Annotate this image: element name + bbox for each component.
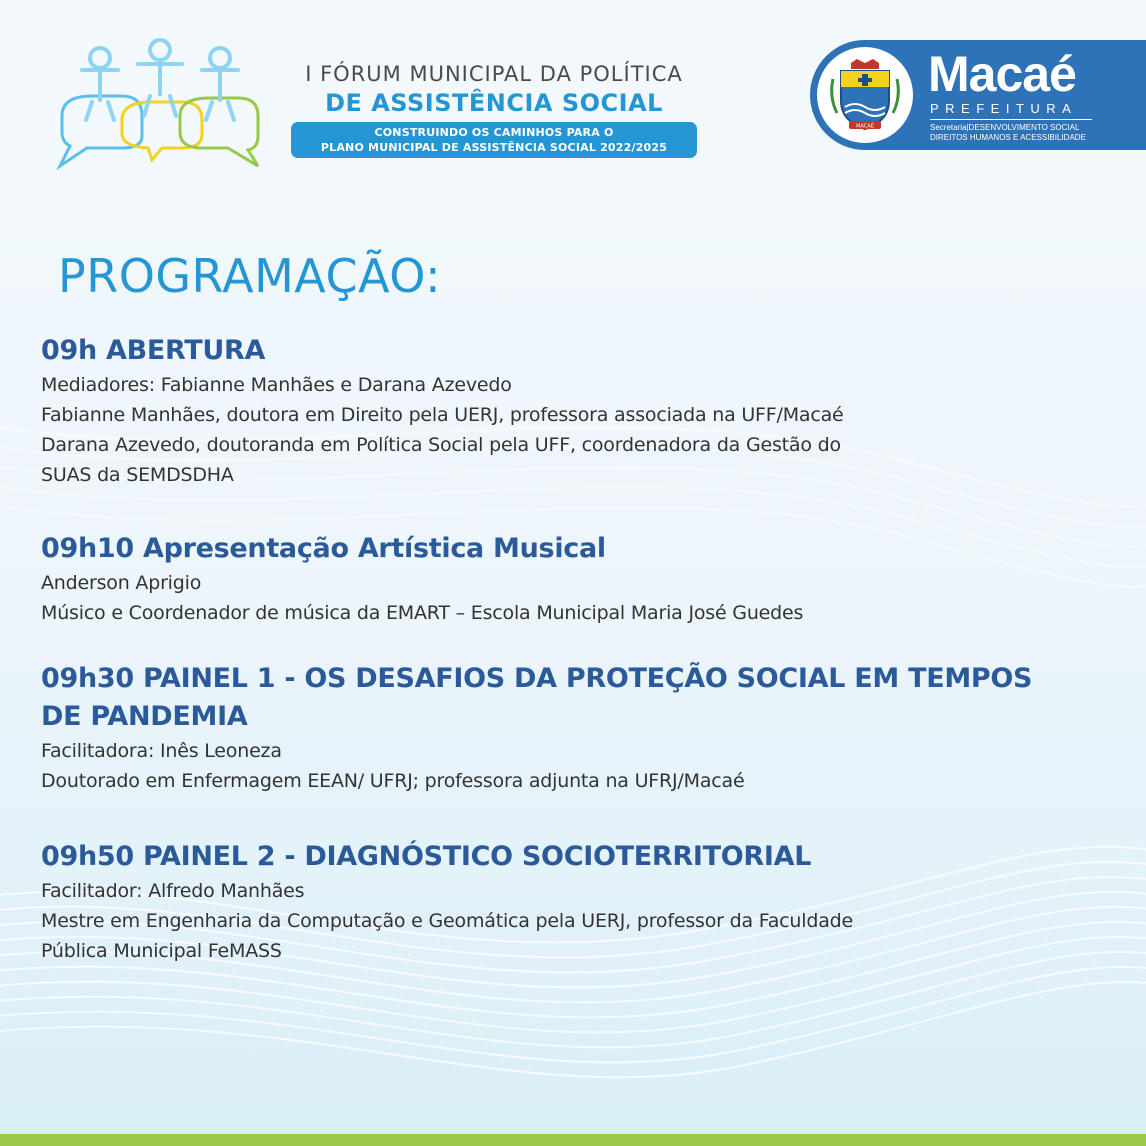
schedule-item-line [41,906,1105,966]
schedule-item-heading-continued: DE PANDEMIA [41,701,248,732]
schedule-item-line-part: Pública Municipal FeMASS [41,940,282,962]
schedule-item-line: Fabianne Manhães, doutora em Direito pela UERJ, professora associada na UFF/Macaé [41,404,844,426]
forum-title-line2: DE ASSISTÊNCIA SOCIAL [325,89,663,117]
city-name: Macaé [928,46,1076,102]
schedule-item-line: SUAS da SEMDSDHA [41,464,234,486]
seal-ring [814,44,916,146]
schedule-item-heading: 09h10 Apresentação Artística Musical [41,533,606,564]
seal-text: MACAÉ [856,123,874,130]
schedule-item-line: Mediadores: Fabianne Manhães e Darana Azevedo [41,374,512,396]
schedule-item-line: Anderson Aprigio [41,572,202,594]
forum-title-block [284,60,704,158]
city-hall-badge [810,40,1146,150]
schedule-item-line: Facilitador: Alfredo Manhães [41,880,305,902]
schedule-item-line-part: Mestre em Engenharia da Computação e Geomática pela UERJ, professor da Faculdade [41,910,853,932]
city-divider [930,119,1092,120]
forum-title-line1: I FÓRUM MUNICIPAL DA POLÍTICA [305,62,683,86]
schedule-item-heading: 09h30 PAINEL 1 - OS DESAFIOS DA PROTEÇÃO SOCIAL EM TEMPOS [41,663,1033,694]
schedule-item [41,838,1105,966]
schedule-item-heading: 09h50 PAINEL 2 - DIAGNÓSTICO SOCIOTERRITORIAL [41,841,812,872]
city-coat-of-arms-icon [827,57,903,133]
schedule-item-line: Facilitadora: Inês Leoneza [41,740,282,762]
department-line1: DESENVOLVIMENTO SOCIAL [968,123,1080,132]
forum-subtitle-pill [291,122,697,158]
bottom-accent-bar [0,1134,1146,1146]
city-subtitle: PREFEITURA [930,101,1078,116]
program-title: PROGRAMAÇÃO: [58,249,442,303]
schedule-item-heading: 09h ABERTURA [41,335,266,366]
forum-subtitle-line1: CONSTRUINDO OS CAMINHOS PARA O [374,126,614,139]
schedule-item-line: Darana Azevedo, doutoranda em Política Social pela UFF, coordenadora da Gestão do [41,434,841,456]
people-speech-bubbles-icon [52,36,264,170]
schedule-item [41,332,1105,490]
schedule-item-line: Músico e Coordenador de música da EMART – Escola Municipal Maria José Guedes [41,602,804,624]
schedule-item-line: Doutorado em Enfermagem EEAN/ UFRJ; professora adjunta na UFRJ/Macaé [41,770,745,792]
schedule-item [41,530,1105,628]
forum-subtitle-line2: PLANO MUNICIPAL DE ASSISTÊNCIA SOCIAL 2022/2025 [320,141,668,154]
schedule-item [41,660,1105,796]
department-line2: DIREITOS HUMANOS E ACESSIBILIDADE [930,133,1086,142]
department-label: Secretaria [930,123,967,132]
department-name: Secretaria|DESENVOLVIMENTO SOCIAL DIREITOS HUMANOS E ACESSIBILIDADE [930,123,1086,142]
